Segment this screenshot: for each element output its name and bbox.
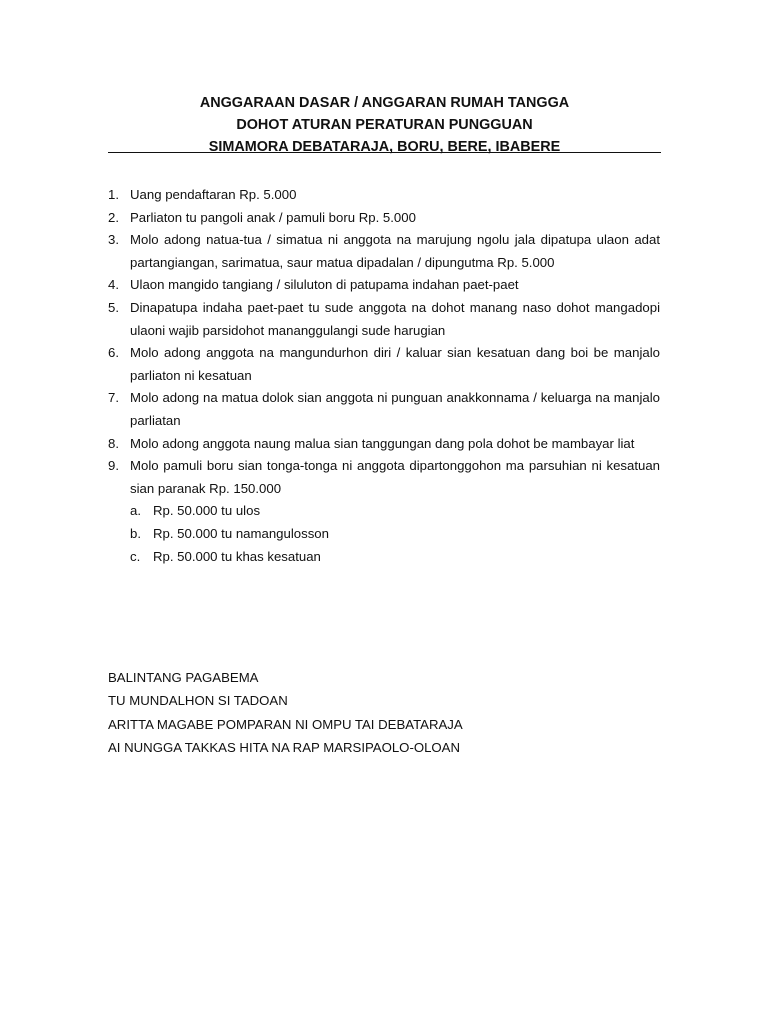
list-number: 5. — [108, 299, 119, 315]
list-item-4 — [108, 274, 660, 297]
list-text: Ulaon mangido tangiang / siluluton di patupama indahan paet-paet — [130, 277, 519, 293]
list-number: 6. — [108, 345, 119, 361]
closing-line-4: AI NUNGGA TAKKAS HITA NA RAP MARSIPAOLO-OLOAN — [108, 740, 461, 756]
list-number: 8. — [108, 435, 119, 451]
list-number: 7. — [108, 390, 119, 406]
list-item-1 — [108, 184, 660, 207]
sub-letter: a. — [130, 503, 141, 519]
list-number: 1. — [108, 187, 119, 202]
list-text: Molo adong anggota naung malua sian tanggungan dang pola dohot be mambayar liat — [130, 435, 635, 451]
closing-verse — [108, 666, 463, 760]
rules-list — [108, 184, 660, 568]
closing-line-2: TU MUNDALHON SI TADOAN — [108, 693, 288, 709]
list-item-3 — [108, 229, 660, 274]
list-number: 9. — [108, 458, 119, 474]
title-line-3: SIMAMORA DEBATARAJA, BORU, BERE, IBABERE — [208, 139, 561, 155]
sub-item-a — [108, 500, 660, 523]
sub-item-c — [108, 546, 660, 569]
list-text: Uang pendaftaran Rp. 5.000 — [130, 187, 297, 202]
title-underline — [108, 152, 661, 153]
list-text: Molo adong anggota na mangundurhon diri / kaluar sian kesatuan dang boi be manjalo parliaton ni kesatuan — [130, 345, 660, 383]
list-number: 3. — [108, 232, 119, 248]
sub-item-b — [108, 523, 660, 546]
list-text: Dinapatupa indaha paet-paet tu sude anggota na dohot manang naso dohot mangadopi ulaoni wajib parsidohot mananggulangi sude harugian — [130, 299, 660, 338]
list-item-2 — [108, 207, 660, 230]
sub-text: Rp. 50.000 tu namangulosson — [153, 525, 329, 541]
list-item-7 — [108, 387, 660, 432]
closing-line-1: BALINTANG PAGABEMA — [108, 670, 259, 685]
list-item-6 — [108, 342, 660, 387]
list-text: Molo adong na matua dolok sian anggota ni punguan anakkonnama / keluarga na manjalo parliatan — [130, 390, 660, 428]
sub-text: Rp. 50.000 tu ulos — [153, 503, 261, 519]
list-item-9 — [108, 455, 660, 500]
list-text: Molo pamuli boru sian tonga-tonga ni anggota dipartonggohon ma parsuhian ni kesatuan sian paranak Rp. 150.000 — [130, 458, 660, 496]
list-number: 4. — [108, 277, 119, 293]
sub-letter: b. — [130, 525, 141, 541]
document-title — [108, 92, 661, 158]
list-item-8 — [108, 433, 660, 456]
closing-line-3: ARITTA MAGABE POMPARAN NI OMPU TAI DEBATARAJA — [108, 716, 463, 732]
sub-letter: c. — [130, 548, 141, 564]
title-line-2: DOHOT ATURAN PERATURAN PUNGGUAN — [236, 117, 533, 133]
list-text: Molo adong natua-tua / simatua ni anggota na marujung ngolu jala dipatupa ulaon adat partangiangan, sarimatua, saur matua dipadalan / dipungutma Rp. 5.000 — [130, 232, 660, 270]
list-item-5 — [108, 297, 660, 342]
list-text: Parliaton tu pangoli anak / pamuli boru Rp. 5.000 — [130, 209, 416, 225]
sub-text: Rp. 50.000 tu khas kesatuan — [153, 548, 321, 564]
list-number: 2. — [108, 209, 119, 225]
title-line-1: ANGGARAAN DASAR / ANGGARAN RUMAH TANGGA — [199, 95, 570, 111]
